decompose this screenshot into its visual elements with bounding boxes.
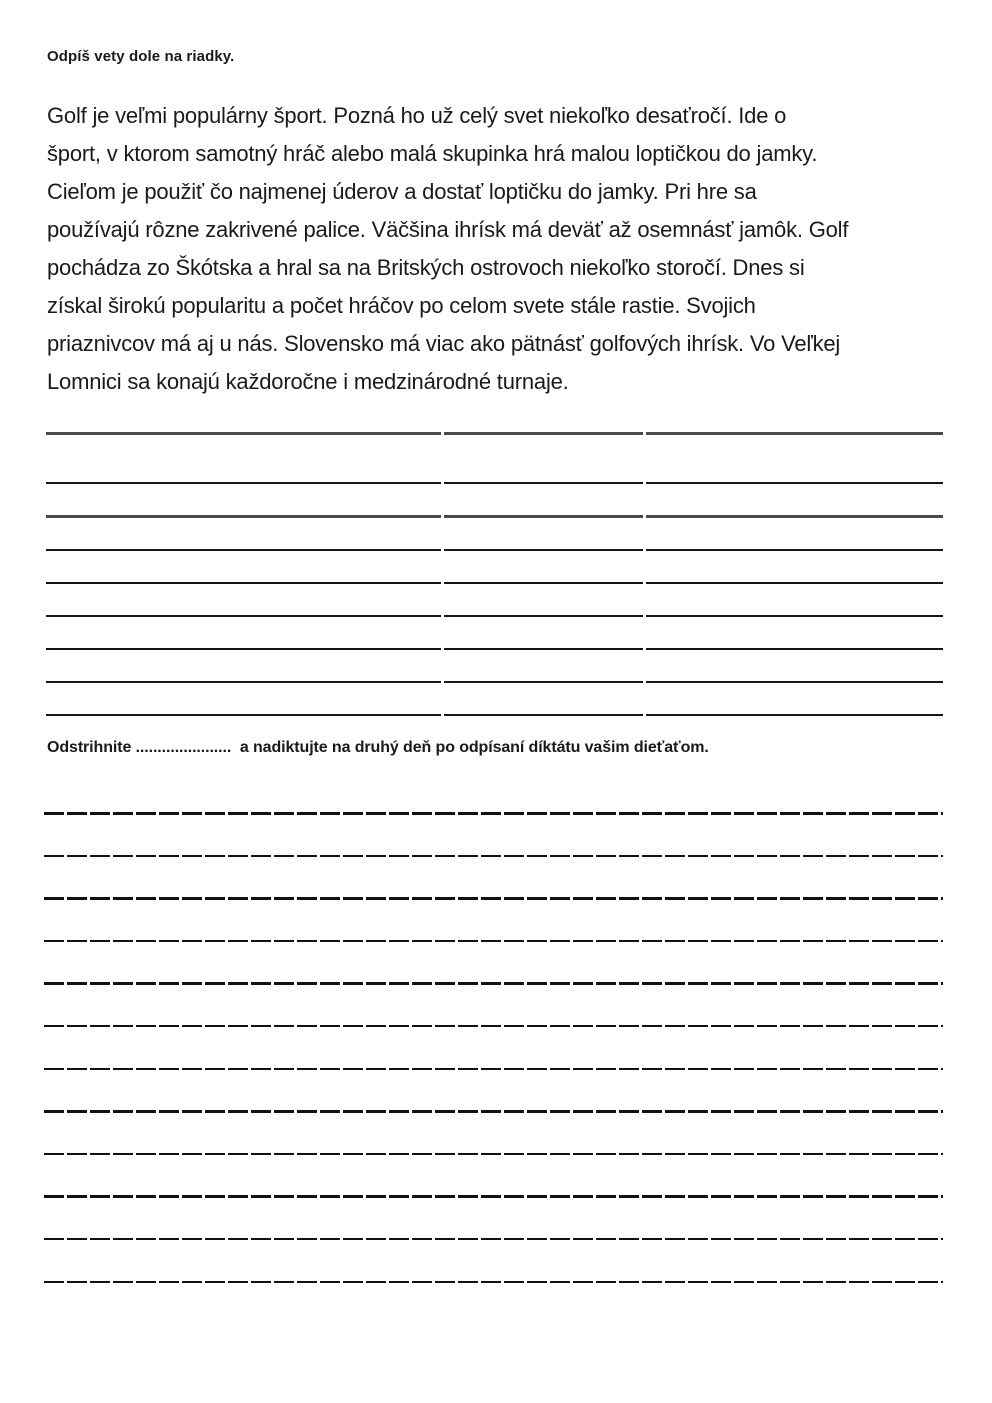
- dashed-writing-line: [44, 812, 943, 815]
- solid-writing-line: [46, 482, 943, 484]
- solid-writing-line: [46, 432, 943, 435]
- dashed-writing-line: [44, 1068, 943, 1071]
- writing-lines-bottom: [44, 812, 943, 1283]
- dashed-writing-line: [44, 982, 943, 985]
- dictation-line: získal širokú popularitu a počet hráčov po celom svete stále rastie. Svojich: [47, 293, 756, 318]
- dictation-text: [47, 97, 952, 401]
- solid-writing-line: [46, 681, 943, 683]
- dictation-line: Cieľom je použiť čo najmenej úderov a dostať loptičku do jamky. Pri hre sa: [47, 179, 757, 204]
- instruction-heading: Odpíš vety dole na riadky.: [47, 48, 235, 65]
- dictation-line: pochádza zo Škótska a hral sa na Britských ostrovoch niekoľko storočí. Dnes si: [47, 255, 805, 280]
- dashed-writing-line: [44, 1195, 943, 1198]
- dictation-line: šport, v ktorom samotný hráč alebo malá skupinka hrá malou loptičkou do jamky.: [47, 141, 818, 166]
- dashed-writing-line: [44, 1238, 943, 1241]
- dashed-writing-line: [44, 1281, 943, 1284]
- solid-writing-line: [46, 615, 943, 617]
- solid-writing-line: [46, 714, 943, 716]
- writing-lines-top: [46, 432, 943, 716]
- dictation-line: Lomnici sa konajú každoročne i medzinárodné turnaje.: [47, 369, 569, 394]
- solid-writing-line: [46, 515, 943, 518]
- dictation-line: používajú rôzne zakrivené palice. Väčšina ihrísk má deväť až osemnásť jamôk. Golf: [47, 217, 849, 242]
- dashed-writing-line: [44, 1025, 943, 1028]
- dashed-writing-line: [44, 1110, 943, 1113]
- dashed-writing-line: [44, 940, 943, 943]
- dashed-writing-line: [44, 1153, 943, 1156]
- solid-writing-line: [46, 582, 943, 584]
- solid-writing-line: [46, 549, 943, 551]
- cut-instruction: Odstrihnite ...................... a nadiktujte na druhý deň po odpísaní díktátu vašim dieťaťom.: [47, 739, 709, 756]
- dashed-writing-line: [44, 855, 943, 858]
- dashed-writing-line: [44, 897, 943, 900]
- solid-writing-line: [46, 648, 943, 650]
- dictation-line: Golf je veľmi populárny šport. Pozná ho už celý svet niekoľko desaťročí. Ide o: [47, 103, 787, 128]
- dictation-line: priaznivcov má aj u nás. Slovensko má viac ako pätnásť golfových ihrísk. Vo Veľkej: [47, 331, 841, 356]
